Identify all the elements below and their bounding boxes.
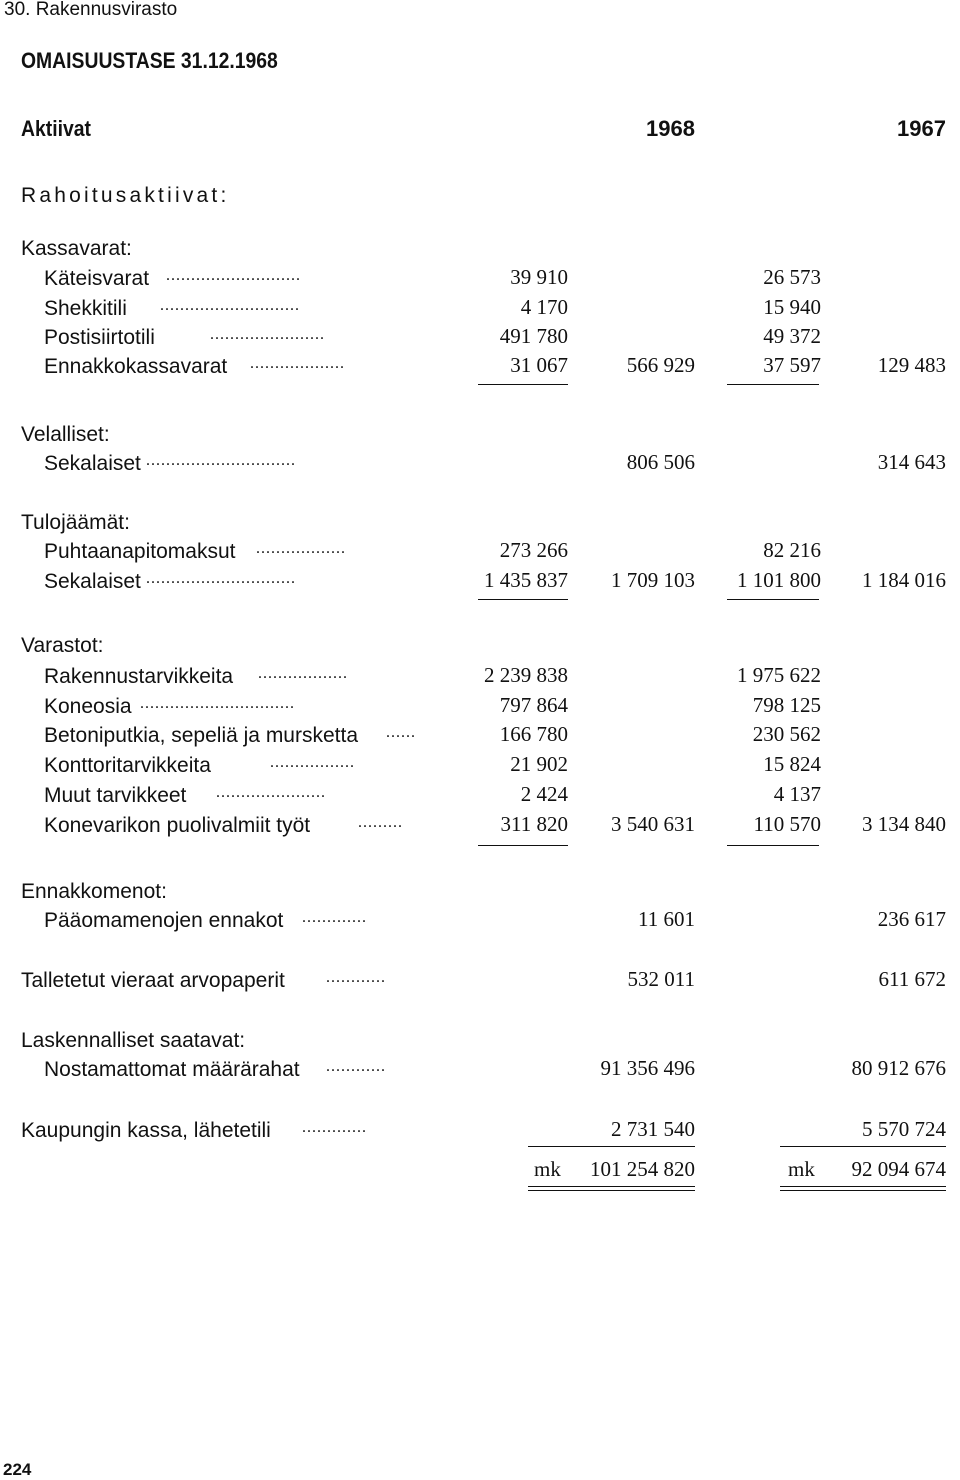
cell-1968-detail: 4 170 — [520, 295, 568, 319]
row-label: Konttoritarvikkeita — [44, 754, 211, 777]
cell-1968-detail: 273 266 — [499, 538, 568, 562]
double-rule-bottom — [780, 1190, 946, 1191]
column-year-1967: 1967 — [897, 116, 946, 141]
leader-dots: ............. — [302, 909, 367, 926]
subtotal-rule — [727, 599, 819, 600]
cell-1968-detail: 21 902 — [510, 752, 568, 776]
cell-1967-detail: 1 975 622 — [737, 663, 821, 687]
total-currency-1967: mk — [788, 1157, 815, 1181]
leader-dots: ....................... — [210, 326, 325, 343]
cell-1967-detail: 110 570 — [753, 812, 821, 836]
group-heading-varastot: Varastot: — [21, 634, 104, 657]
row-label: Puhtaanapitomaksut — [44, 540, 236, 563]
subtotal-rule — [478, 599, 568, 600]
cell-1968-subtotal: 91 356 496 — [600, 1056, 695, 1080]
cell-1968-subtotal: 1 709 103 — [611, 568, 695, 592]
row-label: Koneosia — [44, 695, 132, 718]
leader-dots: ............ — [326, 969, 386, 986]
row-label: Ennakkokassavarat — [44, 355, 228, 378]
cell-1967-detail: 26 573 — [763, 265, 821, 289]
cell-1967-detail: 230 562 — [752, 722, 821, 746]
total-rule — [528, 1146, 695, 1147]
group-heading-velalliset: Velalliset: — [21, 423, 110, 446]
leader-dots: ................. — [270, 754, 355, 771]
double-rule-bottom — [528, 1190, 695, 1191]
cell-1967-subtotal: 236 617 — [877, 907, 946, 931]
cell-1968-detail: 311 820 — [500, 812, 568, 836]
subtotal-rule — [478, 845, 568, 846]
leader-dots: ......... — [358, 814, 403, 831]
cell-1968-subtotal: 11 601 — [638, 907, 695, 931]
cell-1968-detail: 797 864 — [499, 693, 568, 717]
subtotal-rule — [478, 384, 568, 385]
cell-1967-detail: 37 597 — [763, 353, 821, 377]
cell-1968-subtotal: 806 506 — [626, 450, 695, 474]
column-year-1968: 1968 — [646, 116, 695, 141]
leader-dots: .............................. — [146, 570, 296, 587]
row-label: Shekkitili — [44, 297, 127, 320]
leader-dots: .............................. — [146, 452, 296, 469]
cell-1967-subtotal: 3 134 840 — [862, 812, 946, 836]
cell-1967-detail: 49 372 — [763, 324, 821, 348]
group-heading-tulojaamat: Tulojäämät: — [21, 511, 130, 534]
cell-1967-detail: 4 137 — [773, 782, 821, 806]
double-rule-top — [780, 1186, 946, 1187]
leader-dots: ............. — [302, 1119, 367, 1136]
cell-1967-subtotal: 314 643 — [877, 450, 946, 474]
row-label: Nostamattomat määrärahat — [44, 1058, 300, 1081]
row-label: Rakennustarvikkeita — [44, 665, 234, 688]
page-number: 224 — [3, 1460, 32, 1479]
cell-1968-subtotal: 532 011 — [627, 967, 695, 991]
leader-dots: .................. — [258, 665, 348, 682]
document-title: OMAISUUSTASE 31.12.1968 — [21, 48, 278, 73]
row-label: Käteisvarat — [44, 267, 150, 290]
total-currency-1968: mk — [534, 1157, 561, 1181]
cell-1967-detail: 82 216 — [763, 538, 821, 562]
cell-1968-detail: 1 435 837 — [484, 568, 568, 592]
row-label: Muut tarvikkeet — [44, 784, 187, 807]
cell-1967-subtotal: 611 672 — [878, 967, 946, 991]
cell-1968-subtotal: 566 929 — [626, 353, 695, 377]
leader-dots: ............................ — [160, 297, 300, 314]
group-heading-ennakkomenot: Ennakkomenot: — [21, 880, 167, 903]
cell-1967-subtotal: 80 912 676 — [851, 1056, 946, 1080]
cell-1968-detail: 166 780 — [499, 722, 568, 746]
row-label: Sekalaiset — [44, 570, 141, 593]
row-label: Kaupungin kassa, lähetetili — [21, 1119, 271, 1142]
row-label: Betoniputkia, sepeliä ja mursketta — [44, 724, 359, 747]
cell-1968-subtotal: 2 731 540 — [611, 1117, 695, 1141]
row-label: Talletetut vieraat arvopaperit — [21, 969, 285, 992]
cell-1968-subtotal: 3 540 631 — [611, 812, 695, 836]
cell-1968-detail: 39 910 — [510, 265, 568, 289]
cell-1967-subtotal: 1 184 016 — [862, 568, 946, 592]
leader-dots: ........................... — [166, 267, 301, 284]
cell-1968-detail: 491 780 — [499, 324, 568, 348]
section-header: 30. Rakennusvirasto — [4, 0, 178, 20]
row-label: Pääomamenojen ennakot — [44, 909, 284, 932]
cell-1967-detail: 798 125 — [752, 693, 821, 717]
double-rule-top — [528, 1186, 695, 1187]
cell-1967-detail: 15 824 — [763, 752, 821, 776]
cell-1967-subtotal: 129 483 — [877, 353, 946, 377]
group-heading-laskennalliset: Laskennalliset saatavat: — [21, 1029, 246, 1052]
leader-dots: ................... — [250, 355, 345, 372]
group-heading-kassavarat: Kassavarat: — [21, 237, 132, 260]
subtotal-rule — [727, 845, 819, 846]
cell-1967-subtotal: 5 570 724 — [862, 1117, 946, 1141]
leader-dots: ............................... — [140, 695, 295, 712]
leader-dots: ...... — [386, 724, 416, 741]
cell-1967-detail: 1 101 800 — [737, 568, 821, 592]
cell-1968-detail: 2 424 — [520, 782, 568, 806]
column-label-aktiivat: Aktiivat — [21, 116, 91, 141]
cell-1968-detail: 2 239 838 — [484, 663, 568, 687]
total-1967: 92 094 674 — [851, 1157, 946, 1181]
cell-1968-detail: 31 067 — [510, 353, 568, 377]
category-rahoitusaktiivat: Rahoitusaktiivat: — [21, 184, 230, 207]
leader-dots: .................. — [256, 540, 346, 557]
row-label: Sekalaiset — [44, 452, 141, 475]
leader-dots: ............ — [326, 1058, 386, 1075]
total-1968: 101 254 820 — [590, 1157, 695, 1181]
row-label: Postisiirtotili — [44, 326, 155, 349]
total-rule — [780, 1146, 946, 1147]
leader-dots: ...................... — [216, 784, 326, 801]
row-label: Konevarikon puolivalmiit työt — [44, 814, 311, 837]
cell-1967-detail: 15 940 — [763, 295, 821, 319]
subtotal-rule — [727, 384, 819, 385]
